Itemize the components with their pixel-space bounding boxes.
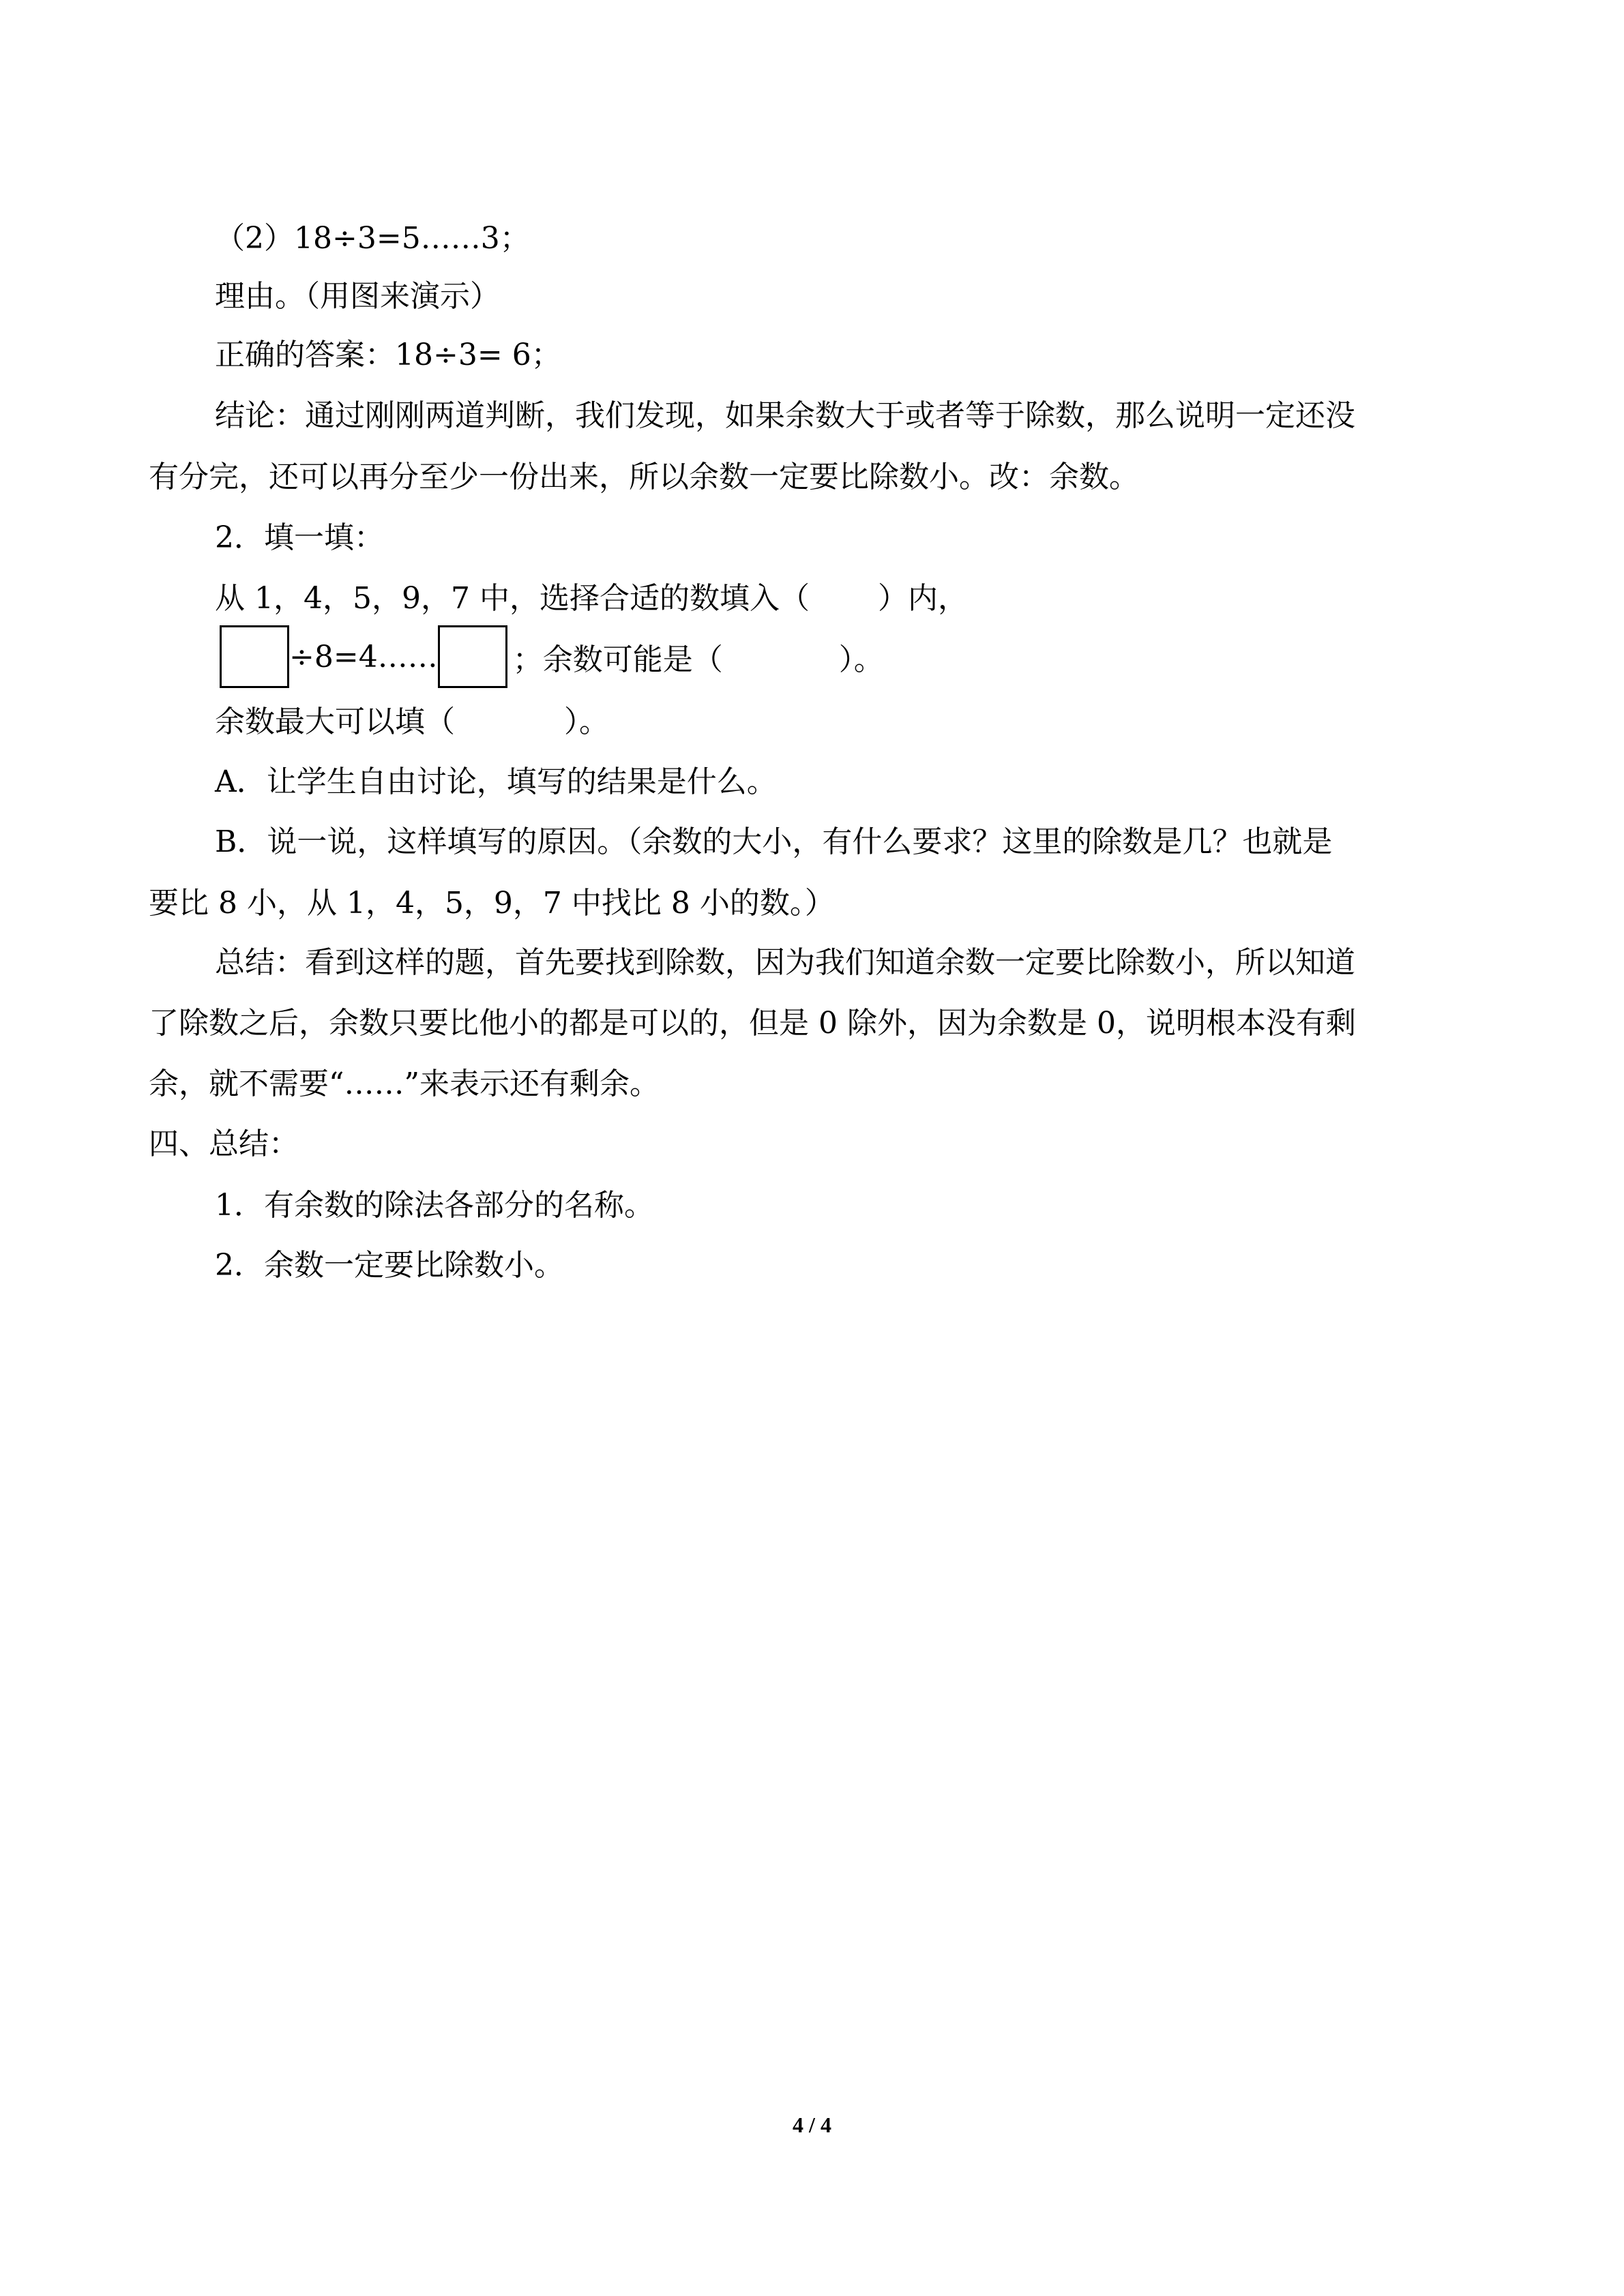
dividend-box[interactable] bbox=[220, 625, 289, 688]
possible-remainder-end: ）。 bbox=[838, 642, 884, 677]
section-four-heading: 四、总结： bbox=[149, 1127, 299, 1161]
summary-line-1: 总结：看到这样的题，首先要找到除数，因为我们知道余数一定要比除数小，所以知道 bbox=[215, 945, 1355, 980]
equation-line-2: （2）18÷3=5……3； bbox=[215, 221, 530, 256]
division-text: ÷8=4…… bbox=[289, 639, 438, 674]
max-remainder-end: ）。 bbox=[564, 704, 609, 739]
fill-in-instruction-end: ）内， bbox=[877, 581, 968, 616]
max-remainder-line bbox=[215, 703, 609, 741]
division-equation-row bbox=[220, 623, 884, 691]
fill-in-heading: 2．填一填： bbox=[215, 520, 384, 555]
correct-answer-line: 正确的答案：18÷3= 6； bbox=[215, 338, 561, 372]
fill-in-instruction bbox=[215, 580, 968, 618]
possible-remainder-text: ；余数可能是（ bbox=[512, 642, 723, 677]
fill-in-instruction-text: 从 1，4，5，9，7 中，选择合适的数填入（ bbox=[215, 581, 810, 616]
step-b-line-1: B．说一说，这样填写的原因。（余数的大小，有什么要求？这里的除数是几？也就是 bbox=[215, 824, 1333, 859]
reason-line: 理由。（用图来演示） bbox=[215, 279, 500, 314]
summary-line-2: 了除数之后，余数只要比他小的都是可以的，但是 0 除外，因为余数是 0，说明根本没有剩 bbox=[149, 1006, 1356, 1041]
conclusion-line-1: 结论：通过刚刚两道判断，我们发现，如果余数大于或者等于除数，那么说明一定还没 bbox=[215, 398, 1355, 433]
step-b-line-2: 要比 8 小，从 1，4，5，9，7 中找比 8 小的数。） bbox=[149, 886, 835, 921]
step-a-line: A．让学生自由讨论，填写的结果是什么。 bbox=[215, 764, 777, 799]
conclusion-line-2: 有分完，还可以再分至少一份出来，所以余数一定要比除数小。改：余数。 bbox=[149, 460, 1139, 494]
max-remainder-text: 余数最大可以填（ bbox=[215, 704, 455, 739]
summary-point-2: 2．余数一定要比除数小。 bbox=[215, 1248, 564, 1283]
summary-point-1: 1．有余数的除法各部分的名称。 bbox=[215, 1188, 654, 1223]
remainder-box[interactable] bbox=[438, 625, 507, 688]
summary-line-3: 余，就不需要“……”来表示还有剩余。 bbox=[149, 1067, 660, 1101]
page-number: 4 / 4 bbox=[793, 2113, 831, 2137]
